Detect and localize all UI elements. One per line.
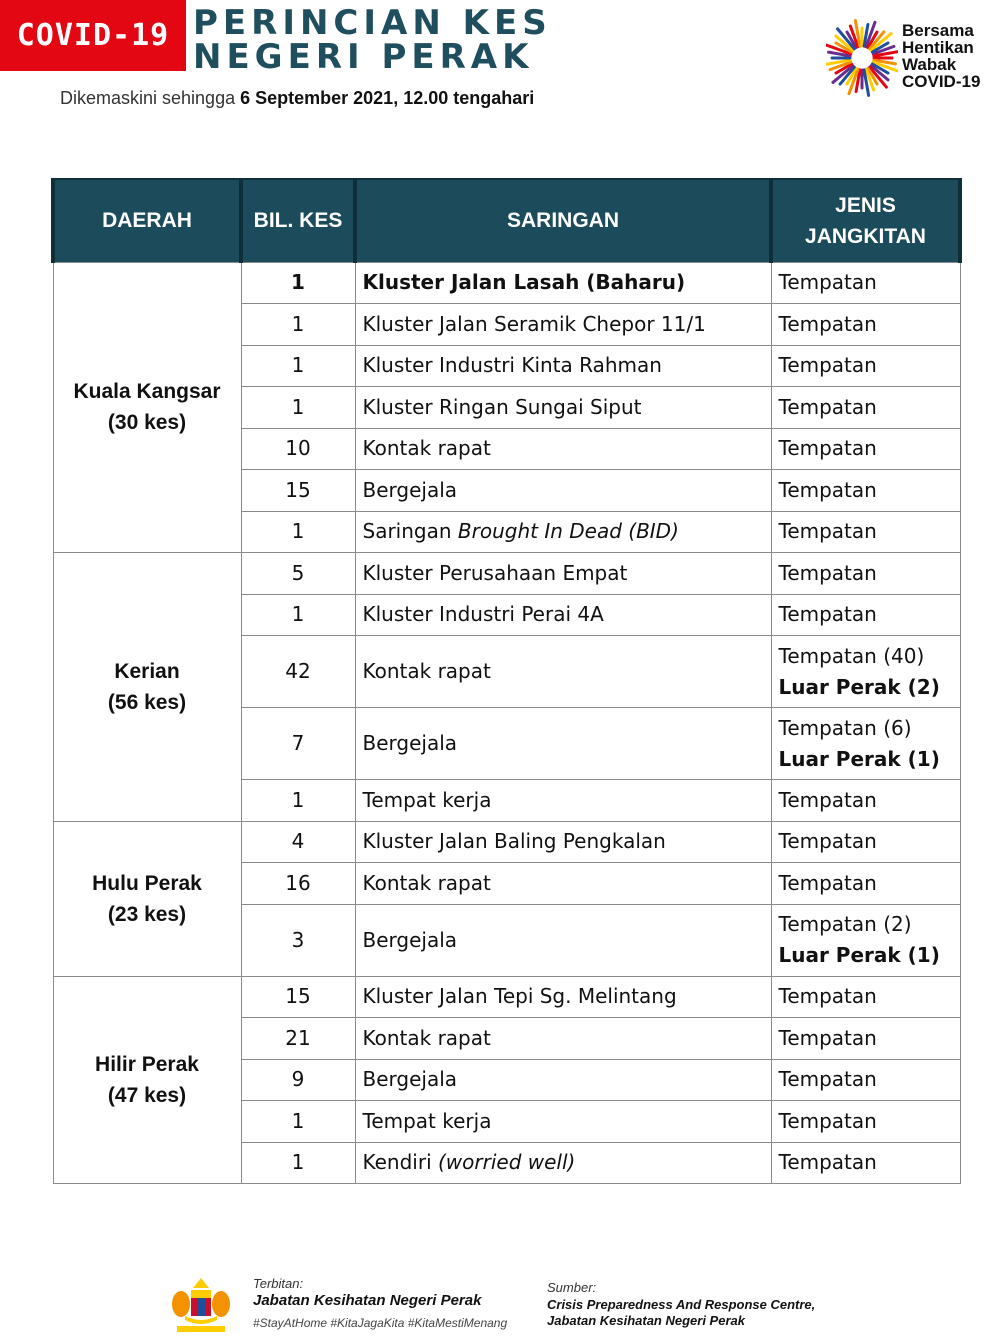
table-row bbox=[53, 262, 960, 304]
infection-type: Tempatan (40) bbox=[778, 643, 925, 668]
screening-text: Kluster Jalan Tepi Sg. Melintang bbox=[362, 984, 677, 1009]
screening-text: Kontak rapat bbox=[362, 659, 491, 683]
infection-type-cell bbox=[771, 863, 960, 905]
screening-italic-text: (worried well) bbox=[438, 1150, 576, 1175]
infection-type-cell bbox=[771, 511, 960, 553]
screening-text: Kontak rapat bbox=[362, 1025, 491, 1050]
screening-cell bbox=[355, 594, 771, 636]
infection-type: Tempatan bbox=[778, 1025, 877, 1050]
screening-text: Kluster Jalan Baling Pengkalan bbox=[362, 829, 666, 854]
case-count-cell: 1 bbox=[241, 594, 355, 636]
infection-type-cell bbox=[771, 345, 960, 387]
bersama-hentikan-logo bbox=[826, 18, 1001, 98]
district-name: Hulu Perak bbox=[92, 871, 202, 895]
updated-timestamp bbox=[60, 88, 534, 109]
infection-type: Tempatan bbox=[778, 602, 877, 627]
covid-badge: COVID-19 bbox=[0, 0, 186, 71]
district-name: Hilir Perak bbox=[95, 1052, 199, 1076]
screening-cell bbox=[355, 1101, 771, 1143]
district-cell bbox=[53, 553, 241, 822]
screening-text: Kontak rapat bbox=[362, 870, 491, 895]
source-label: Sumber: bbox=[547, 1280, 597, 1295]
infection-type-outside: Luar Perak (1) bbox=[778, 746, 940, 771]
infection-type-outside: Luar Perak (2) bbox=[778, 674, 940, 699]
screening-italic-text: Brought In Dead (BID) bbox=[457, 519, 679, 544]
screening-text: Kontak rapat bbox=[362, 436, 491, 461]
infection-type-cell bbox=[771, 1018, 960, 1060]
infection-type-cell bbox=[771, 428, 960, 470]
header-jenis-jangkitan: JENIS JANGKITAN bbox=[771, 179, 960, 262]
page-title bbox=[193, 3, 552, 77]
case-count-cell: 1 bbox=[241, 345, 355, 387]
screening-cell bbox=[355, 821, 771, 863]
logo-line-2: Hentikan bbox=[902, 38, 974, 57]
infection-type-cell bbox=[771, 708, 960, 780]
infection-type: Tempatan bbox=[778, 477, 877, 502]
screening-cell bbox=[355, 1059, 771, 1101]
infection-type: Tempatan bbox=[778, 519, 877, 544]
infection-type-cell bbox=[771, 636, 960, 708]
district-name: Kuala Kangsar bbox=[73, 380, 221, 404]
infection-type-cell bbox=[771, 387, 960, 429]
title-line-2: NEGERI PERAK bbox=[193, 37, 534, 77]
screening-cell bbox=[355, 708, 771, 780]
screening-text: Bergejala bbox=[362, 731, 458, 755]
table-row bbox=[53, 976, 960, 1018]
case-count-cell: 4 bbox=[241, 821, 355, 863]
table-row bbox=[53, 553, 960, 595]
screening-cell bbox=[355, 1018, 771, 1060]
screening-cell bbox=[355, 511, 771, 553]
case-count-cell: 1 bbox=[241, 780, 355, 822]
infection-type: Tempatan (2) bbox=[778, 912, 912, 936]
jata-negara-crest-icon bbox=[163, 1276, 239, 1338]
screening-text: Tempat kerja bbox=[362, 1108, 492, 1133]
infection-type-cell bbox=[771, 553, 960, 595]
district-total: (47 kes) bbox=[107, 1083, 187, 1107]
screening-cell bbox=[355, 304, 771, 346]
infection-type-cell bbox=[771, 594, 960, 636]
case-count-cell: 1 bbox=[241, 511, 355, 553]
case-count-cell: 15 bbox=[241, 470, 355, 512]
district-total: (56 kes) bbox=[107, 690, 187, 714]
screening-cell bbox=[355, 904, 771, 976]
infection-type: Tempatan bbox=[778, 394, 877, 419]
infection-type: Tempatan bbox=[778, 353, 877, 378]
infection-type: Tempatan bbox=[778, 829, 877, 854]
infection-type-cell bbox=[771, 780, 960, 822]
infection-type-cell bbox=[771, 1101, 960, 1143]
screening-text: Bergejala bbox=[362, 927, 458, 952]
hashtags: #StayAtHome #KitaJagaKita #KitaMestiMenang bbox=[253, 1316, 508, 1330]
infection-type: Tempatan bbox=[778, 270, 877, 295]
table-row bbox=[53, 821, 960, 863]
header-saringan: SARINGAN bbox=[355, 179, 771, 262]
logo-line-1: Bersama bbox=[902, 21, 974, 40]
screening-cell bbox=[355, 780, 771, 822]
case-count-cell: 1 bbox=[241, 1101, 355, 1143]
case-count-cell: 9 bbox=[241, 1059, 355, 1101]
table-header-row bbox=[53, 179, 960, 262]
screening-text: Bergejala bbox=[362, 477, 458, 502]
screening-text: Kluster Industri Kinta Rahman bbox=[362, 353, 662, 378]
logo-line-3: Wabak bbox=[902, 55, 957, 74]
screening-cell bbox=[355, 345, 771, 387]
infection-type: Tempatan bbox=[778, 436, 877, 461]
infection-type: Tempatan bbox=[778, 1108, 877, 1133]
screening-cell bbox=[355, 470, 771, 512]
infection-type-cell bbox=[771, 262, 960, 304]
district-cell bbox=[53, 821, 241, 976]
screening-text: Kluster Industri Perai 4A bbox=[362, 602, 604, 627]
case-count-cell: 7 bbox=[241, 708, 355, 780]
case-count-cell: 15 bbox=[241, 976, 355, 1018]
logo-text bbox=[902, 22, 980, 90]
screening-text: Saringan bbox=[362, 519, 458, 544]
screening-text: Kluster Jalan Lasah (Baharu) bbox=[362, 270, 686, 295]
district-name: Kerian bbox=[114, 659, 180, 683]
case-count-cell: 16 bbox=[241, 863, 355, 905]
infection-type-cell bbox=[771, 1142, 960, 1184]
infection-type: Tempatan (6) bbox=[778, 715, 912, 740]
case-count-cell: 42 bbox=[241, 636, 355, 708]
screening-cell bbox=[355, 636, 771, 708]
screening-text: Kluster Perusahaan Empat bbox=[362, 560, 628, 585]
infection-type-cell bbox=[771, 976, 960, 1018]
source-line-2: Jabatan Kesihatan Negeri Perak bbox=[547, 1313, 745, 1328]
case-count-cell: 5 bbox=[241, 553, 355, 595]
screening-text: Kendiri bbox=[362, 1150, 438, 1175]
infection-type-cell bbox=[771, 470, 960, 512]
district-total: (30 kes) bbox=[107, 411, 187, 435]
infection-type-cell bbox=[771, 1059, 960, 1101]
case-count-cell: 1 bbox=[241, 262, 355, 304]
header-bil-kes: BIL. KES bbox=[241, 179, 355, 262]
case-count-cell: 21 bbox=[241, 1018, 355, 1060]
infection-type-cell bbox=[771, 904, 960, 976]
screening-cell bbox=[355, 262, 771, 304]
case-count-cell: 1 bbox=[241, 387, 355, 429]
infection-type: Tempatan bbox=[778, 870, 877, 895]
case-count-cell: 1 bbox=[241, 1142, 355, 1184]
logo-line-4: COVID-19 bbox=[902, 72, 981, 91]
screening-cell bbox=[355, 976, 771, 1018]
sunburst-logo-icon bbox=[826, 18, 898, 98]
header-daerah: DAERAH bbox=[53, 179, 241, 262]
case-count-cell: 1 bbox=[241, 304, 355, 346]
updated-suffix: , 12.00 tengahari bbox=[393, 88, 535, 108]
infection-type-cell bbox=[771, 821, 960, 863]
source-line-1: Crisis Preparedness And Response Centre, bbox=[547, 1297, 816, 1312]
district-total: (23 kes) bbox=[107, 902, 187, 926]
infection-type-outside: Luar Perak (1) bbox=[778, 943, 940, 967]
infection-type: Tempatan bbox=[778, 984, 877, 1009]
publisher-name: Jabatan Kesihatan Negeri Perak bbox=[253, 1292, 482, 1309]
infection-type-cell bbox=[771, 304, 960, 346]
district-cell bbox=[53, 976, 241, 1184]
title-line-1: PERINCIAN KES bbox=[193, 3, 552, 43]
screening-text: Kluster Jalan Seramik Chepor 11/1 bbox=[362, 311, 706, 336]
infection-type: Tempatan bbox=[778, 311, 877, 336]
case-breakdown-table bbox=[51, 178, 962, 1184]
updated-date: 6 September 2021 bbox=[240, 88, 394, 108]
screening-text: Tempat kerja bbox=[362, 787, 492, 812]
infection-type: Tempatan bbox=[778, 787, 877, 812]
infection-type: Tempatan bbox=[778, 560, 877, 585]
screening-text: Bergejala bbox=[362, 1067, 458, 1092]
screening-text: Kluster Ringan Sungai Siput bbox=[362, 394, 642, 419]
screening-cell bbox=[355, 863, 771, 905]
case-count-cell: 10 bbox=[241, 428, 355, 470]
district-cell bbox=[53, 262, 241, 553]
screening-cell bbox=[355, 387, 771, 429]
infection-type: Tempatan bbox=[778, 1150, 877, 1175]
screening-cell bbox=[355, 428, 771, 470]
infection-type: Tempatan bbox=[778, 1067, 877, 1092]
screening-cell bbox=[355, 553, 771, 595]
updated-prefix: Dikemaskini sehingga bbox=[60, 88, 241, 108]
screening-cell bbox=[355, 1142, 771, 1184]
publisher-label: Terbitan: bbox=[253, 1276, 304, 1291]
case-count-cell: 3 bbox=[241, 904, 355, 976]
